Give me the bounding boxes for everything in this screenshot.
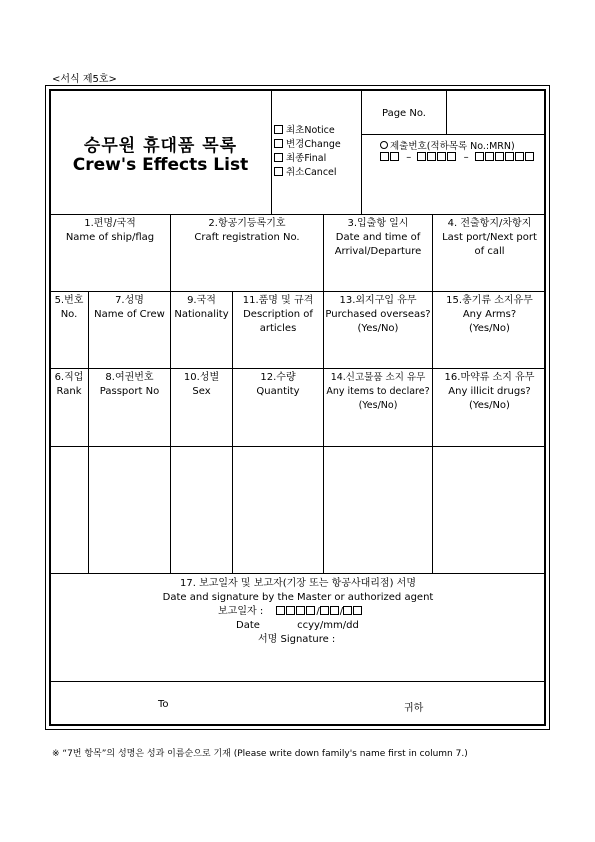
report-type-options	[274, 124, 341, 180]
field-ports-of-call: 4. 전출항지/차항지 Last port/Next port of call	[442, 218, 537, 257]
checkbox-icon[interactable]	[274, 139, 283, 148]
section-17	[50, 577, 546, 605]
form-title-english: Crew's Effects List	[72, 155, 249, 175]
field-purchased-overseas: 13.외지구입 유무 Purchased overseas? (Yes/No)	[325, 295, 431, 334]
field-nationality: 9.국적 Nationality	[174, 295, 229, 320]
form-number-label: <서식 제5호>	[52, 74, 117, 85]
option-cancel[interactable]: 취소Cancel	[274, 166, 341, 180]
field-arms: 15.총기류 소지유무 Any Arms? (Yes/No)	[446, 295, 533, 334]
signature-row[interactable]: 서명 Signature :	[258, 634, 336, 645]
divider	[446, 90, 447, 134]
option-notice[interactable]: 최초Notice	[274, 124, 341, 138]
field-ship-name: 1.편명/국적 Name of ship/flag	[65, 218, 155, 243]
option-change[interactable]: 변경Change	[274, 138, 341, 152]
footnote: ※ “7번 항목”의 성명은 성과 이름순으로 기재 (Please write down family's name first in column 7.)	[52, 749, 468, 759]
checkbox-icon[interactable]	[274, 167, 283, 176]
row-divider	[50, 291, 546, 292]
row-divider	[50, 214, 546, 215]
field-crew-name: 7.성명 Name of Crew	[94, 295, 165, 320]
report-date-row[interactable]: 보고일자 : / /	[218, 605, 363, 619]
page-number-label: Page No.	[382, 108, 426, 119]
field-illicit-drugs: 16.마약류 소지 유무 Any illicit drugs? (Yes/No)	[444, 372, 535, 411]
divider	[170, 291, 171, 573]
divider	[361, 90, 362, 214]
divider	[271, 90, 272, 214]
form-title-korean: 승무원 휴대품 목록	[83, 136, 238, 156]
row-divider	[50, 368, 546, 369]
checkbox-icon[interactable]	[274, 153, 283, 162]
row-divider	[50, 446, 546, 447]
row-divider	[50, 681, 546, 682]
submission-number-label: 제출번호(적하목록 No.:MRN)	[380, 138, 515, 152]
field-description: 11.품명 및 규격 Description of articles	[242, 295, 314, 334]
submission-number-boxes[interactable]: – –	[380, 152, 535, 163]
field-declare-items: 14.신고물품 소지 유무 Any items to declare? (Yes/No)	[326, 372, 430, 411]
field-arrival-departure: 3.입출항 일시 Date and time of Arrival/Departure	[334, 218, 422, 257]
to-label: To	[158, 699, 169, 710]
option-final[interactable]: 최종Final	[274, 152, 341, 166]
field-passport: 8.여권번호 Passport No	[99, 372, 160, 397]
checkbox-icon[interactable]	[274, 125, 283, 134]
field-number: 5.번호 No.	[54, 295, 84, 320]
field-sex: 10.성별 Sex	[183, 372, 220, 397]
divider	[88, 291, 89, 573]
divider	[361, 134, 546, 135]
circle-bullet-icon	[380, 141, 388, 149]
field-craft-registration: 2.항공기등록기호 Craft registration No.	[194, 218, 300, 243]
section-17-title-english: Date and signature by the Master or authorized agent	[162, 592, 434, 603]
row-divider	[50, 573, 546, 574]
honorific-label: 귀하	[404, 703, 424, 714]
section-17-title-korean: 17. 보고일자 및 보고자(기장 또는 항공사대리점) 서명	[180, 578, 416, 589]
field-quantity: 12.수량 Quantity	[256, 372, 300, 397]
date-format-row: Date ccyy/mm/dd	[236, 620, 359, 631]
field-rank: 6.직업 Rank	[54, 372, 84, 397]
